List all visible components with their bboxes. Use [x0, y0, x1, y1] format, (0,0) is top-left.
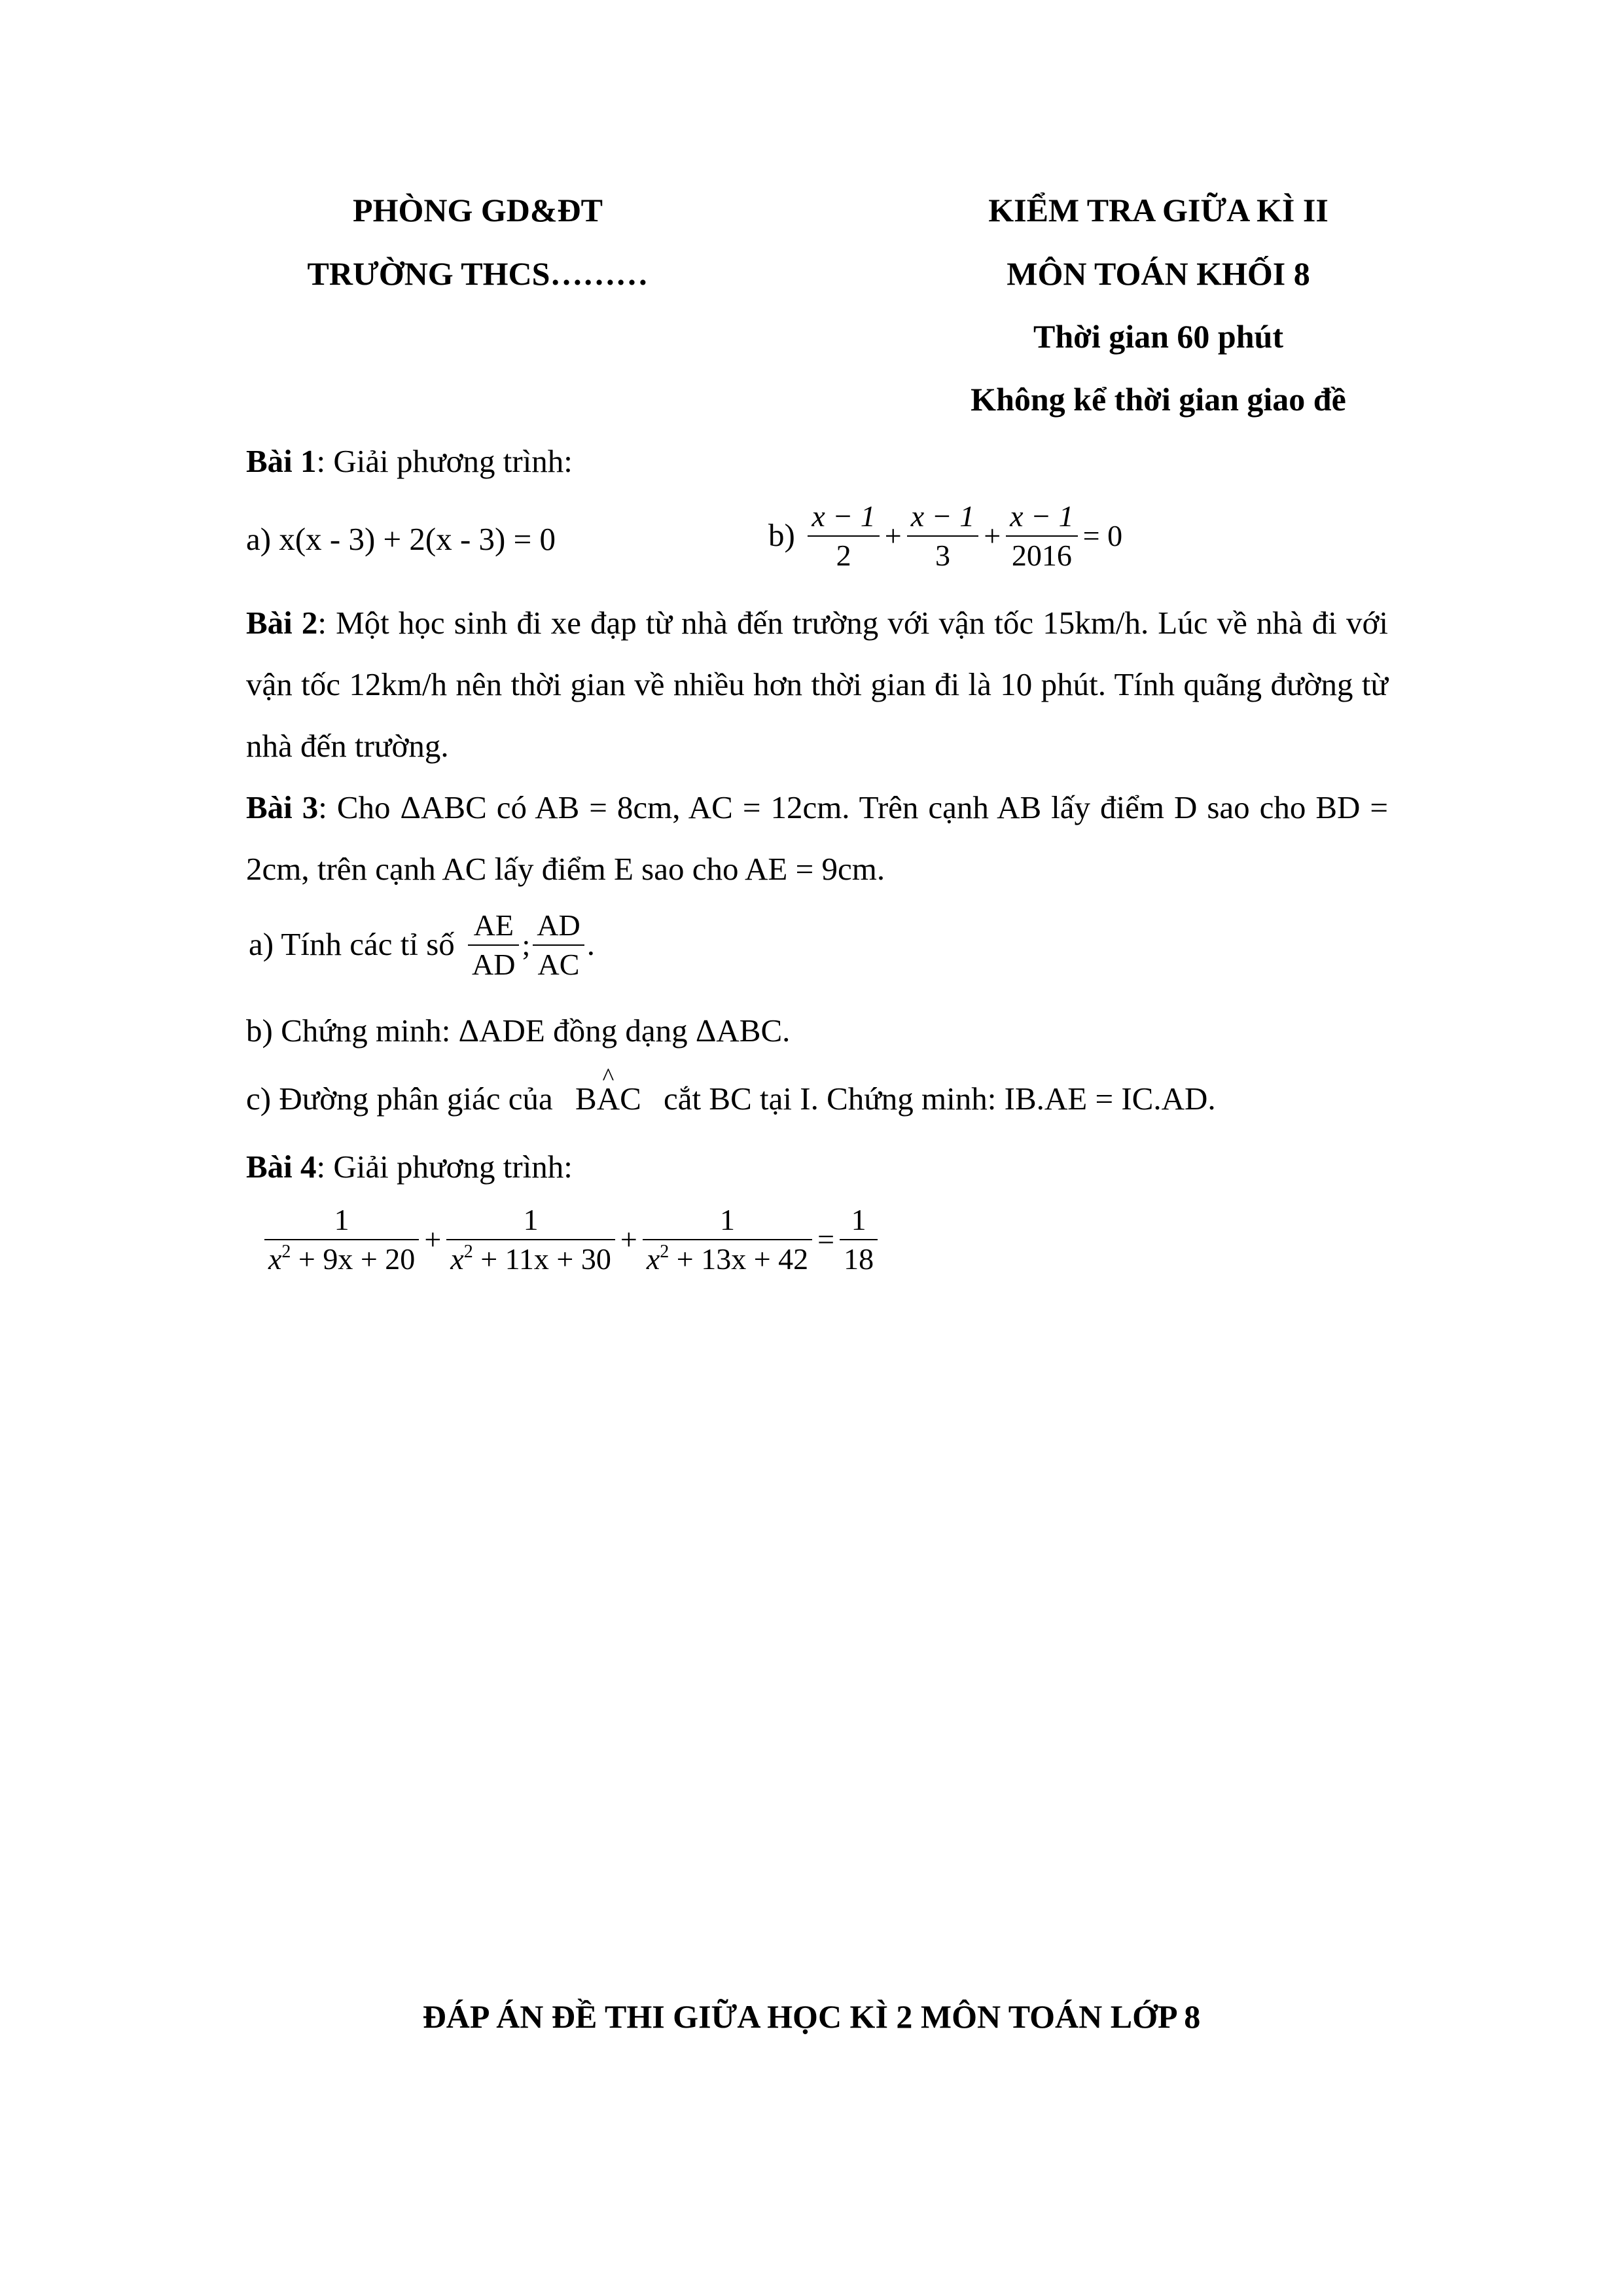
bai2-text: : Một học sinh đi xe đạp từ nhà đến trường với vận tốc 15km/h. Lúc về nhà đi với vận tốc 12km/h nên thời gian về nhiều hơn thời gian đi là 10 phút. Tính quãng đường từ nhà đến trường.	[246, 605, 1388, 764]
header-exam-title: KIỂM TRA GIỮA KÌ II	[988, 192, 1329, 228]
plus-sign: +	[884, 518, 902, 552]
bai4-fraction-3: $\frac{1}{x^2 + 13x + 42}$	[643, 1201, 812, 1278]
bai4-rhs-fraction: $\frac{1}{18}$	[840, 1201, 878, 1278]
bai3-part-b: b) Chứng minh: ΔADE đồng dạng ΔABC.	[246, 1013, 791, 1049]
equals-sign: =	[817, 1223, 835, 1256]
bai2-title: Bài 2	[246, 605, 318, 641]
bai1-title: Bài 1	[246, 443, 317, 479]
bai3-a-prefix: a) Tính các tỉ số	[249, 926, 455, 963]
plus-sign: +	[620, 1223, 637, 1256]
bai1-heading	[246, 442, 573, 481]
period: .	[586, 926, 595, 963]
bai4-heading	[246, 1148, 573, 1187]
bai3-text: : Cho ΔABC có AB = 8cm, AC = 12cm. Trên cạnh AB lấy điểm D sao cho BD = 2cm, trên cạnh AC lấy điểm E sao cho AE = 9cm.	[246, 789, 1389, 887]
header-duration: Thời gian 60 phút	[1033, 318, 1283, 355]
bai1-b-fraction-3: $\frac{x - 1}{2016}$	[1006, 497, 1077, 574]
bai1-b-label: b)	[768, 517, 795, 554]
bai1-part-b	[766, 497, 1125, 574]
bai4-equation	[262, 1201, 880, 1278]
bai3-paragraph	[246, 777, 1388, 900]
bai4-fraction-2: $\frac{1}{x^2 + 11x + 30}$	[446, 1201, 615, 1278]
header-subject: MÔN TOÁN KHỐI 8	[1007, 255, 1310, 292]
bai3-title: Bài 3	[246, 789, 319, 825]
bai3-a-fraction-1: $\frac{AE}{AD}$	[468, 906, 519, 983]
bai4-text: : Giải phương trình:	[316, 1149, 573, 1185]
bai2-paragraph	[246, 592, 1388, 777]
bai1-text: : Giải phương trình:	[316, 443, 573, 479]
answer-key-title: ĐÁP ÁN ĐỀ THI GIỮA HỌC KÌ 2 MÔN TOÁN LỚP 8	[422, 1998, 1201, 2035]
bai4-title: Bài 4	[246, 1149, 317, 1185]
angle-bac: B^ AC	[575, 1081, 641, 1117]
bai3-c-suffix: cắt BC tại I. Chứng minh: IB.AE = IC.AD.	[664, 1081, 1216, 1117]
bai3-a-fraction-2: $\frac{AD}{AC}$	[533, 906, 584, 983]
bai1-part-a: a) x(x - 3) + 2(x - 3) = 0	[246, 521, 556, 557]
semicolon: ;	[522, 927, 531, 961]
header-school: TRƯỜNG THCS………	[307, 255, 649, 292]
bai3-part-c	[246, 1080, 1216, 1119]
bai4-fraction-1: $\frac{1}{x^2 + 9x + 20}$	[264, 1201, 419, 1278]
header-note: Không kể thời gian giao đề	[971, 381, 1346, 418]
bai1-b-fraction-2: $\frac{x - 1}{3}$	[907, 497, 978, 574]
bai1-b-fraction-1: $\frac{x - 1}{2}$	[808, 497, 879, 574]
bai1-b-rhs: = 0	[1082, 518, 1123, 552]
bai3-part-a	[246, 906, 595, 983]
plus-sign: +	[984, 518, 1001, 552]
header-department: PHÒNG GD&ĐT	[353, 192, 603, 228]
plus-sign: +	[424, 1223, 442, 1256]
bai3-c-prefix: c) Đường phân giác của	[246, 1081, 553, 1117]
